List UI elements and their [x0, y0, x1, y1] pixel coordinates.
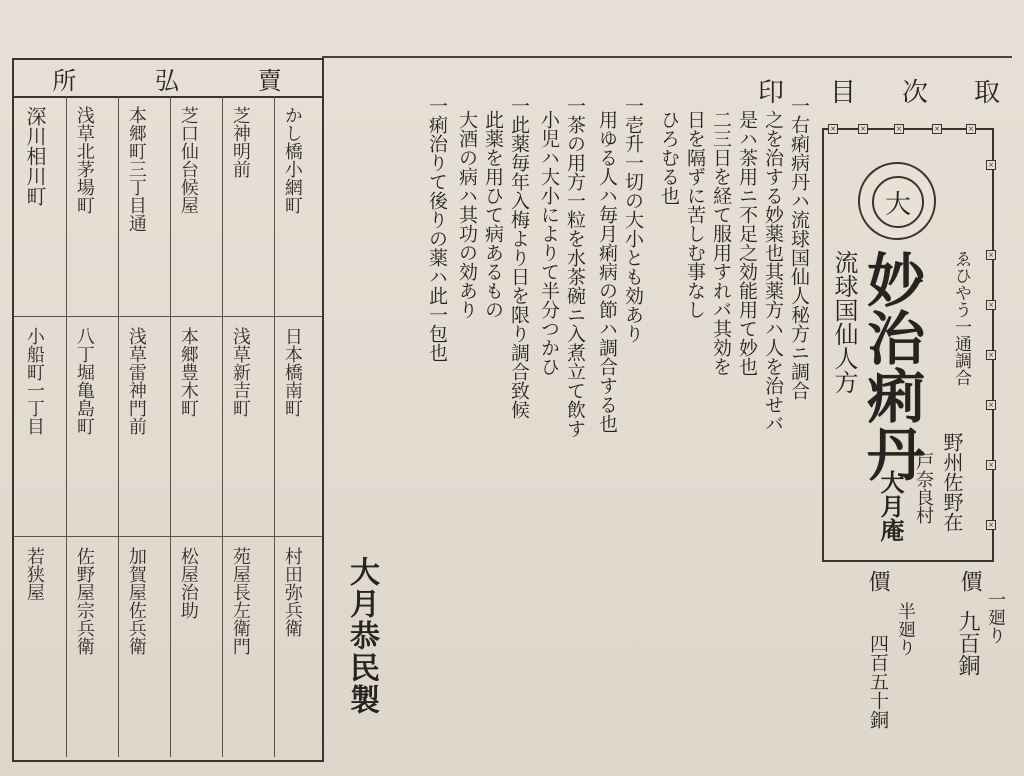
sellers-row [14, 96, 322, 316]
shop-address: 芝口仙台候屋 [177, 106, 199, 214]
shop-address: 芝神明前 [229, 106, 251, 178]
top-border-line [322, 56, 1012, 58]
shop-address: 深川相川町 [23, 106, 47, 206]
shop-name: 佐野屋宗兵衛 [73, 547, 95, 655]
box-tick: × [986, 160, 996, 170]
body-text-column: 一此薬毎年入梅より日を限り調合致候 [507, 96, 530, 419]
heading-char: 弘 [154, 66, 181, 95]
heading-char: 賣 [257, 66, 284, 95]
shop-address: かし橋小網町 [281, 106, 303, 214]
body-text-column: 此薬を用ひて病あるもの [481, 110, 504, 319]
maker-location: 戸奈良村 [913, 452, 934, 524]
shop-address: 浅草雷神門前 [125, 327, 147, 435]
sellers-row [14, 536, 322, 757]
maker-brand: 大月恭民製 [344, 556, 379, 716]
box-tick: × [986, 460, 996, 470]
body-text-column: 一茶の用方一粒を水茶碗ニ入煮立て飲す [563, 96, 586, 438]
heading-char: 次 [901, 78, 928, 108]
price-label: 價 [865, 570, 890, 592]
maker-seal [858, 162, 936, 240]
body-text-column: 是ハ茶用ニ不足之効能用て妙也 [735, 110, 758, 376]
box-tick: × [986, 350, 996, 360]
sellers-heading [14, 60, 322, 98]
shop-address: 浅草北茅場町 [73, 106, 95, 214]
price-value: 四百五十銅 [867, 634, 889, 729]
box-tick: × [894, 124, 904, 134]
price-value: 九百銅 [955, 610, 980, 676]
body-text-column: 一壱升一切の大小とも効あり [621, 96, 644, 343]
maker-name: 大月庵 [876, 470, 905, 542]
shop-address: 小船町一丁目 [23, 327, 45, 435]
box-tick: × [828, 124, 838, 134]
dosage-note: ゑひやう一通調合 [951, 250, 971, 386]
seal-char: 大 [872, 176, 924, 228]
price-label: 價 [957, 570, 982, 592]
price-unit-label: 一廻り [985, 590, 1006, 644]
body-text-column: 用ゆる人ハ毎月痢病の節ハ調合する也 [595, 110, 618, 433]
body-text-column: 一右痢病丹ハ流球国仙人秘方ニ調合 [787, 96, 810, 400]
shop-address: 本郷町三丁目通 [125, 106, 147, 232]
shop-name: 加賀屋佐兵衛 [125, 547, 147, 655]
shop-name: 苑屋長左衛門 [229, 547, 251, 655]
heading-char: 取 [973, 78, 1000, 108]
heading-char: 印 [757, 78, 784, 108]
box-tick: × [966, 124, 976, 134]
body-text-column: 大酒の病ハ其功の効あり [455, 110, 478, 319]
box-tick: × [986, 400, 996, 410]
origin-text: 流球国仙人方 [830, 250, 858, 394]
box-tick: × [932, 124, 942, 134]
box-tick: × [858, 124, 868, 134]
shop-name: 村田弥兵衛 [281, 547, 303, 637]
heading-char: 目 [829, 78, 856, 108]
shop-name: 若狭屋 [23, 547, 45, 601]
shop-address: 浅草新吉町 [229, 327, 251, 417]
maker-location: 野州佐野在 [940, 432, 964, 532]
box-tick: × [986, 520, 996, 530]
body-text-column: 日を隔ずに苦しむ事なし [683, 110, 706, 319]
product-name: 妙治痢丹 [857, 250, 925, 482]
body-text-column: 小児ハ大小によりて半分つかひ [537, 110, 560, 376]
sellers-row [14, 316, 322, 537]
body-text-column: 一痢治りて後りの薬ハ此一包也 [425, 96, 448, 362]
heading-char: 所 [52, 66, 79, 95]
shop-address: 八丁堀亀島町 [73, 327, 95, 435]
box-tick: × [986, 300, 996, 310]
shop-name: 松屋治助 [177, 547, 199, 619]
body-text-column: 之を治する妙薬也其薬方ハ人を治せバ [761, 110, 784, 433]
sellers-panel [12, 58, 324, 762]
box-tick: × [986, 250, 996, 260]
body-text-column: ひろむる也 [657, 110, 680, 205]
shop-address: 日本橋南町 [281, 327, 303, 417]
shop-address: 本郷豊木町 [177, 327, 199, 417]
body-text-column: 二三日を経て服用すれバ其効を [709, 110, 732, 376]
price-unit-label: 半廻り [895, 602, 916, 656]
